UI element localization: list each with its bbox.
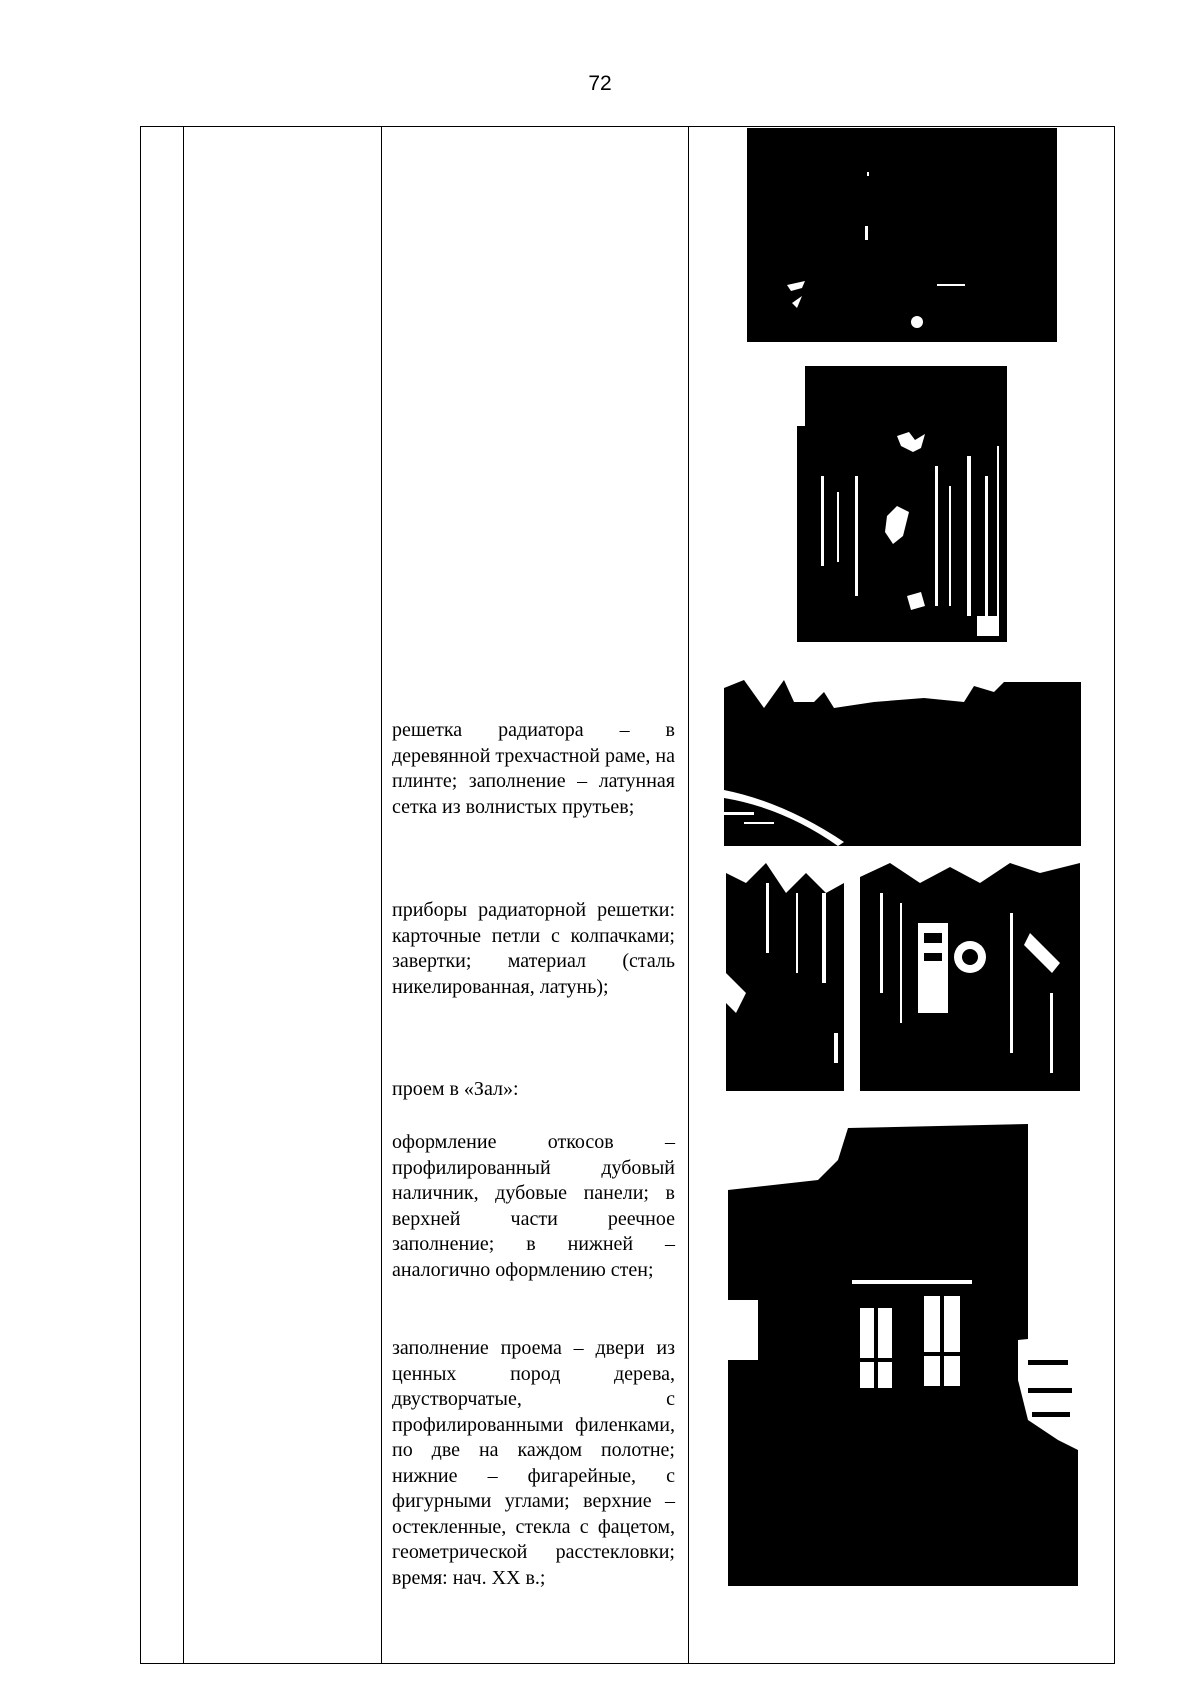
table-column-divider (688, 127, 689, 1663)
photo-latch (860, 853, 1080, 1091)
description-jambs: оформление откосов – профилированный дубовый наличник, дубовые панели; в верхней части реечное заполнение; в нижней – аналогично оформлению стен; (392, 1131, 675, 1281)
photo-radiator-grille-top (747, 128, 1057, 342)
photo-card-hinge (726, 853, 844, 1091)
photo-radiator-grille-frame (724, 672, 1081, 846)
photo-radiator-grille-panel (797, 366, 1007, 642)
description-doorway-heading: проем в «Зал»: (392, 1078, 519, 1100)
table-column-divider (381, 127, 382, 1663)
page-number: 72 (588, 72, 612, 95)
description-door-leaves: заполнение проема – двери из ценных пород дерева, двустворчатые, с профилированными филенками, по две на каждом полотне; нижние – фигарейные, с фигурными углами; верхние – остекленные, стекла с фацетом, геометрической расстекловки; время: нач. ХХ в.; (392, 1337, 675, 1589)
photo-door-opening (728, 1120, 1078, 1586)
description-radiator-grille: решетка радиатора – в деревянной трехчастной раме, на плинте; заполнение – латунная сетка из волнистых прутьев; (392, 719, 675, 818)
table-column-divider (183, 127, 184, 1663)
description-grille-hardware: приборы радиаторной решетки: карточные петли с колпачками; завертки; материал (сталь никелированная, латунь); (392, 899, 675, 998)
